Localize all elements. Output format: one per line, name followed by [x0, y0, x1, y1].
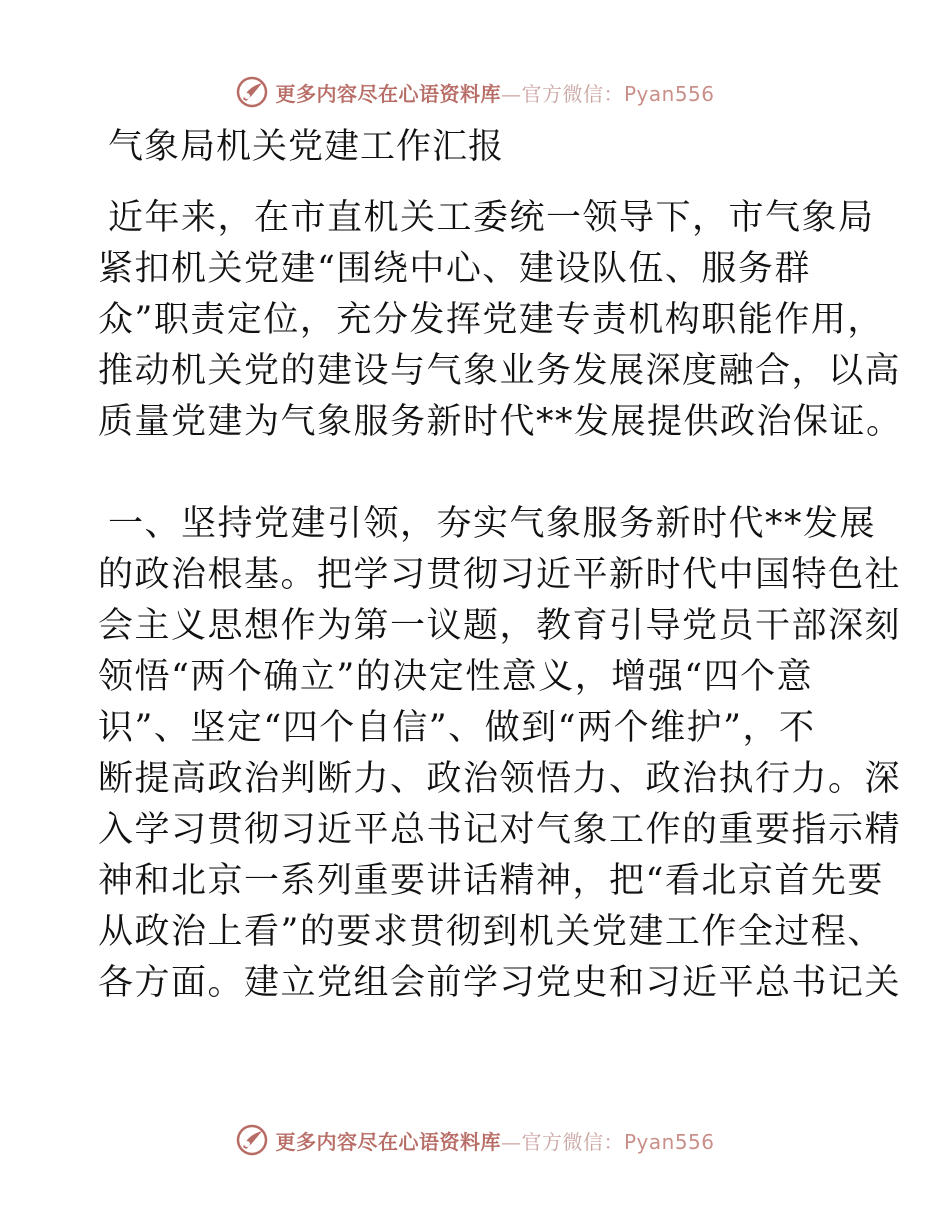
paragraph-line: 会主义思想作为第一议题，教育引导党员干部深刻 — [98, 606, 902, 646]
watermark-contact-id: Pyan556 — [623, 1129, 715, 1154]
paragraph-line: 识”、坚定“四个自信”、做到“两个维护”，不 — [98, 708, 816, 748]
paragraph-line: 众”职责定位，充分发挥党建专责机构职能作用， — [98, 300, 884, 340]
document-title: 气象局机关党建工作汇报 — [108, 127, 505, 167]
watermark-brand: 更多内容尽在心语资料库 — [275, 81, 501, 106]
paragraph-line: 神和北京一系列重要讲话精神，把“看北京首先要 — [98, 861, 884, 901]
watermark-separator: — — [500, 1129, 522, 1154]
header-watermark — [0, 72, 950, 112]
paragraph-line: 的政治根基。把学习贯彻习近平新时代中国特色社 — [98, 555, 902, 595]
watermark-text — [275, 78, 714, 107]
brush-pen-logo-icon — [235, 75, 269, 109]
paragraph-line: 质量党建为气象服务新时代**发展提供政治保证。 — [98, 402, 903, 442]
paragraph-line: 从政治上看”的要求贯彻到机关党建工作全过程、 — [98, 912, 884, 952]
paragraph-line: 断提高政治判断力、政治领悟力、政治执行力。深 — [98, 759, 902, 799]
footer-watermark — [0, 1120, 950, 1160]
watermark-text — [275, 1126, 714, 1155]
paragraph-line: 入学习贯彻习近平总书记对气象工作的重要指示精 — [98, 810, 902, 850]
paragraph-section-one — [98, 499, 902, 1009]
paragraph-line: 各方面。建立党组会前学习党史和习近平总书记关 — [98, 963, 902, 1003]
watermark-brand: 更多内容尽在心语资料库 — [275, 1129, 501, 1154]
watermark-separator: — — [500, 81, 522, 106]
watermark-contact-label: 官方微信： — [521, 1129, 624, 1154]
brush-pen-logo-icon — [235, 1123, 269, 1157]
paragraph-line: 领悟“两个确立”的决定性意义，增强“四个意 — [98, 657, 814, 697]
paragraph-line: 一、坚持党建引领，夯实气象服务新时代**发展 — [108, 504, 877, 544]
paragraph-intro — [98, 193, 903, 448]
watermark-contact-id: Pyan556 — [623, 81, 715, 106]
paragraph-line: 推动机关党的建设与气象业务发展深度融合，以高 — [98, 351, 902, 391]
watermark-contact-label: 官方微信： — [521, 81, 624, 106]
paragraph-line: 近年来，在市直机关工委统一领导下，市气象局 — [108, 198, 875, 238]
paragraph-line: 紧扣机关党建“围绕中心、建设队伍、服务群 — [98, 249, 811, 289]
